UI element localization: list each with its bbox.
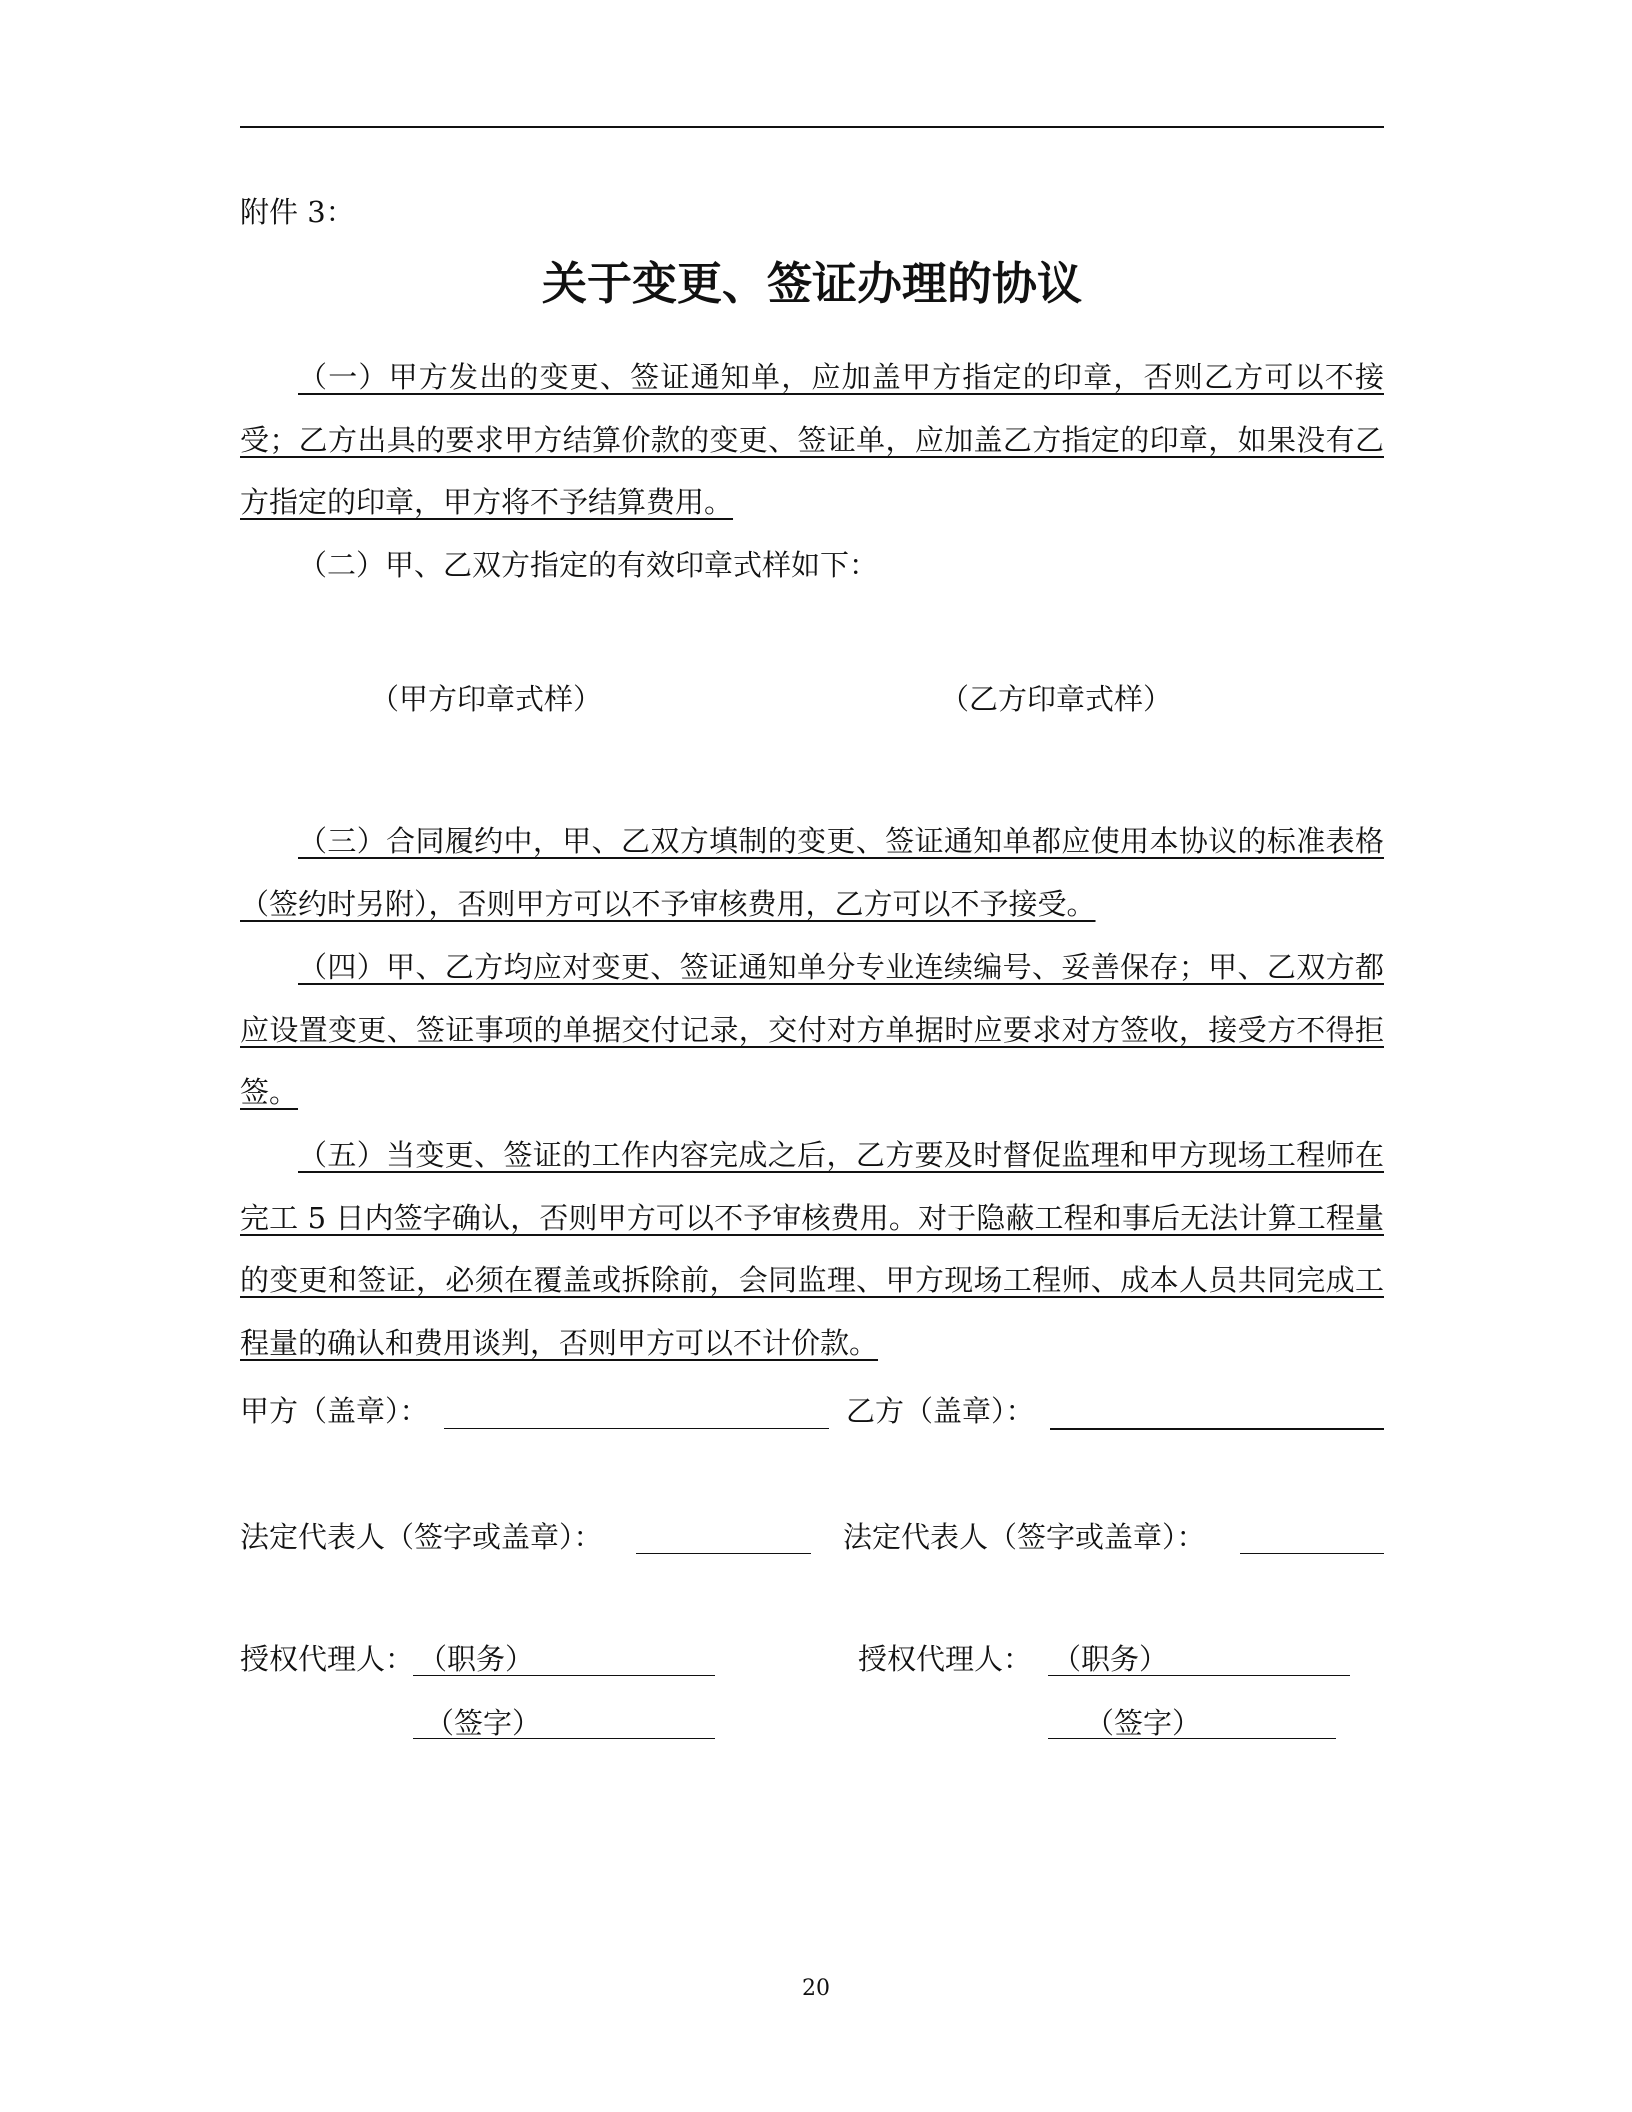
legal-rep-b-label: 法定代表人（签字或盖章）： [843, 1520, 1206, 1554]
party-b-seal-label: 乙方（盖章）： [846, 1394, 1035, 1428]
header-rule [240, 126, 1384, 128]
page-number: 20 [802, 1976, 830, 2001]
party-a-seal-line [444, 1428, 829, 1429]
agent-a-position-line [413, 1675, 715, 1676]
agent-a-signature: （签字） [425, 1706, 542, 1740]
agent-b-label: 授权代理人： [858, 1642, 1033, 1676]
agent-a-label: 授权代理人： [240, 1642, 415, 1676]
clause-4-text: （四）甲、乙方均应对变更、签证通知单分专业连续编号、妥善保存；甲、乙双方都应设置变更、签证事项的单据交付记录，交付对方单据时应要求对方签收，接受方不得拒签。 [240, 950, 1384, 1109]
attachment-label: 附件 3： [240, 195, 355, 229]
clause-3-text: （三）合同履约中，甲、乙双方填制的变更、签证通知单都应使用本协议的标准表格（签约时另附），否则甲方可以不予审核费用，乙方可以不予接受。 [240, 824, 1384, 921]
clause-2 [240, 534, 1384, 597]
document-title: 关于变更、签证办理的协议 [541, 257, 1082, 310]
agent-a-position: （职务） [418, 1642, 535, 1676]
legal-rep-b-line [1240, 1553, 1384, 1554]
clause-3 [240, 810, 1384, 935]
party-b-seal-sample: （乙方印章式样） [940, 682, 1173, 716]
party-a-seal-sample: （甲方印章式样） [370, 682, 603, 716]
clause-5-text: （五）当变更、签证的工作内容完成之后，乙方要及时督促监理和甲方现场工程师在完工 5 日内签字确认，否则甲方可以不予审核费用。对于隐蔽工程和事后无法计算工程量的变更和签证，必须在覆盖或拆除前，会同监理、甲方现场工程师、成本人员共同完成工程量的确认和费用谈判，否则甲方可以不计价款。 [240, 1138, 1384, 1360]
clause-5 [240, 1124, 1384, 1374]
agent-b-signature: （签字） [1085, 1706, 1202, 1740]
party-a-seal-label: 甲方（盖章）： [240, 1394, 429, 1428]
clause-4 [240, 936, 1384, 1124]
agent-a-signature-line [413, 1738, 715, 1739]
agent-b-position: （职务） [1052, 1642, 1169, 1676]
agent-b-signature-line [1048, 1738, 1336, 1739]
clause-1 [240, 346, 1384, 534]
agent-b-position-line [1048, 1675, 1350, 1676]
clause-2-text: （二）甲、乙双方指定的有效印章式样如下： [298, 548, 879, 582]
clause-1-text: （一）甲方发出的变更、签证通知单，应加盖甲方指定的印章，否则乙方可以不接受；乙方出具的要求甲方结算价款的变更、签证单，应加盖乙方指定的印章，如果没有乙方指定的印章，甲方将不予结算费用。 [240, 360, 1384, 519]
party-b-seal-line [1050, 1428, 1384, 1430]
legal-rep-a-line [636, 1553, 811, 1554]
legal-rep-a-label: 法定代表人（签字或盖章）： [240, 1520, 603, 1554]
